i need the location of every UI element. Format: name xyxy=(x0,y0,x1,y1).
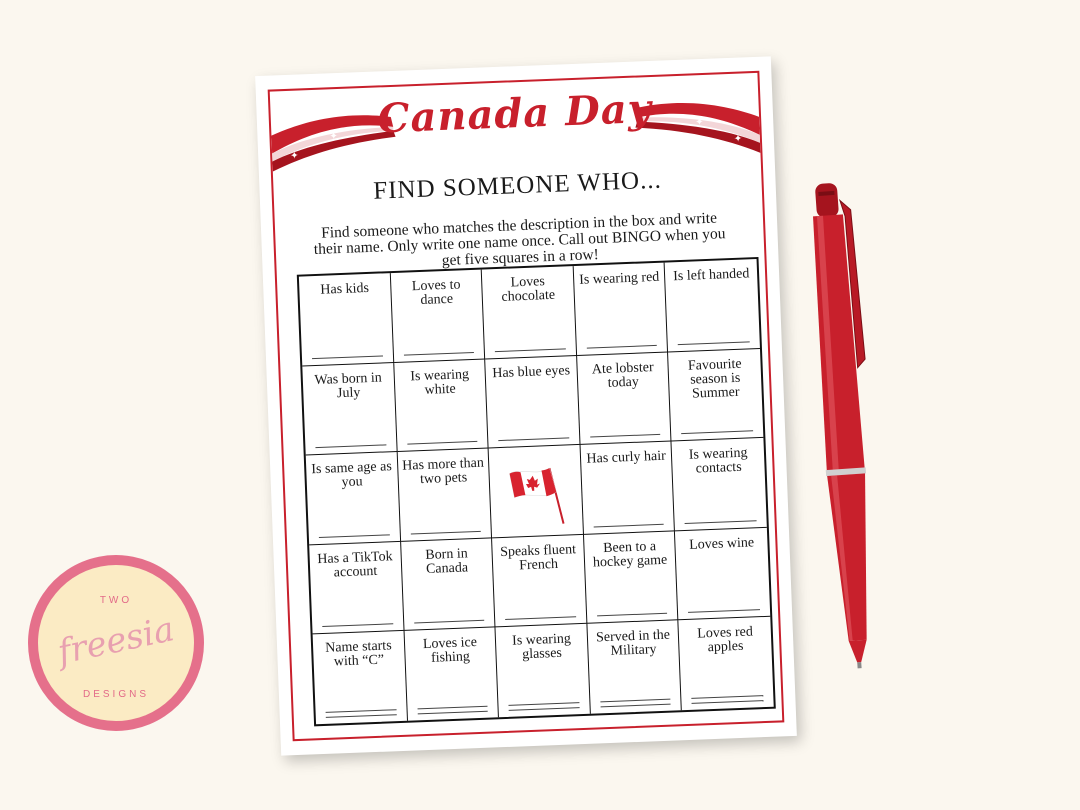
name-line xyxy=(685,520,757,524)
cell-label: Is left handed xyxy=(672,266,750,285)
cell-label: Is same age as you xyxy=(311,459,393,491)
bingo-cell xyxy=(401,538,496,631)
name-line xyxy=(593,524,664,528)
cell-label: Speaks fluent French xyxy=(499,541,577,574)
cell-label: Ate lobster today xyxy=(591,359,654,391)
bingo-cell xyxy=(404,628,499,721)
brand-badge-logo xyxy=(28,555,204,731)
name-line xyxy=(509,702,580,706)
name-line xyxy=(682,430,754,434)
name-line xyxy=(678,341,750,345)
name-line xyxy=(590,434,661,438)
badge-bottom-text: DESIGNS xyxy=(82,689,149,700)
name-line xyxy=(326,714,397,718)
cell-label: Was born in July xyxy=(314,370,383,401)
bingo-cell xyxy=(577,352,672,445)
bingo-cell xyxy=(679,617,774,710)
name-line xyxy=(315,445,386,449)
bingo-cell xyxy=(672,438,767,531)
name-line xyxy=(322,624,393,628)
svg-text:✦: ✦ xyxy=(733,133,743,145)
cell-label: Is wearing glasses xyxy=(511,631,572,663)
bingo-cell xyxy=(492,535,587,628)
cell-label: Has blue eyes xyxy=(492,362,571,381)
cell-label: Served in the Military xyxy=(595,628,671,660)
bingo-cell xyxy=(573,263,668,356)
name-line xyxy=(692,700,764,704)
bingo-cell xyxy=(482,266,577,359)
cell-label: Loves ice fishing xyxy=(422,635,478,667)
name-line xyxy=(509,707,580,711)
bingo-grid xyxy=(297,257,776,726)
bingo-cell xyxy=(584,531,679,624)
bingo-cell xyxy=(309,542,404,635)
card-instructions: Find someone who matches the description in the box and write their name. Only write one name once. Call out BINGO when you get five squares in a row! xyxy=(313,209,726,270)
bingo-cell xyxy=(313,631,408,724)
cell-label: Has kids xyxy=(320,280,370,298)
bingo-cell xyxy=(394,359,489,452)
name-line xyxy=(600,699,671,703)
name-line xyxy=(692,695,764,699)
badge-inner xyxy=(38,565,194,721)
bingo-cell xyxy=(299,273,394,366)
name-line xyxy=(417,706,488,710)
cell-label: Born in Canada xyxy=(425,546,469,577)
cell-label: Has curly hair xyxy=(586,448,667,467)
bingo-free-cell xyxy=(489,445,584,538)
cell-label: Is wearing red xyxy=(578,269,660,288)
bingo-cell xyxy=(306,452,401,545)
cell-label: Loves red apples xyxy=(696,624,754,656)
name-line xyxy=(407,441,478,445)
badge-script-text: freesia xyxy=(54,609,178,673)
svg-text:✦: ✦ xyxy=(290,150,299,162)
svg-text:✦: ✦ xyxy=(329,131,339,143)
cell-label: Is wearing contacts xyxy=(688,445,748,477)
bingo-cell xyxy=(390,270,485,363)
name-line xyxy=(600,704,671,708)
name-line xyxy=(498,438,569,442)
bingo-cell xyxy=(302,363,397,456)
badge-top-text: TWO xyxy=(99,595,133,606)
cell-label: Been to a hockey game xyxy=(592,538,668,571)
name-line xyxy=(597,613,668,617)
cell-label: Favourite season is Summer xyxy=(687,356,742,402)
name-line xyxy=(312,355,383,359)
cell-label: Has a TikTok account xyxy=(317,549,393,581)
cell-label: Name starts with “C” xyxy=(324,638,392,670)
bingo-cell xyxy=(485,356,580,449)
red-pen xyxy=(800,170,910,690)
bingo-cell xyxy=(668,349,763,442)
cell-label: Loves chocolate xyxy=(501,274,556,305)
cell-label: Has more than two pets xyxy=(402,455,485,488)
card-subtitle: FIND SOMEONE WHO... xyxy=(372,166,663,205)
name-line xyxy=(326,709,397,713)
cell-label: Is wearing white xyxy=(410,366,470,398)
bingo-cell xyxy=(665,259,760,352)
name-line xyxy=(688,610,760,614)
name-line xyxy=(404,352,475,356)
canada-flag-icon xyxy=(505,460,571,528)
bingo-cell xyxy=(587,621,682,714)
bingo-cell xyxy=(397,449,492,542)
cell-label: Loves wine xyxy=(688,535,755,553)
bingo-cell xyxy=(675,528,770,621)
name-line xyxy=(319,534,390,538)
name-line xyxy=(505,617,576,621)
bingo-card xyxy=(255,56,797,755)
bingo-cell xyxy=(580,442,675,535)
bingo-cell xyxy=(496,624,591,717)
name-line xyxy=(495,348,566,352)
svg-text:✦: ✦ xyxy=(695,116,704,129)
cell-label: Loves to dance xyxy=(411,277,461,308)
name-line xyxy=(587,345,658,349)
name-line xyxy=(414,620,485,624)
card-title: Canada Day xyxy=(376,84,653,143)
name-line xyxy=(410,531,481,535)
name-line xyxy=(417,711,488,715)
